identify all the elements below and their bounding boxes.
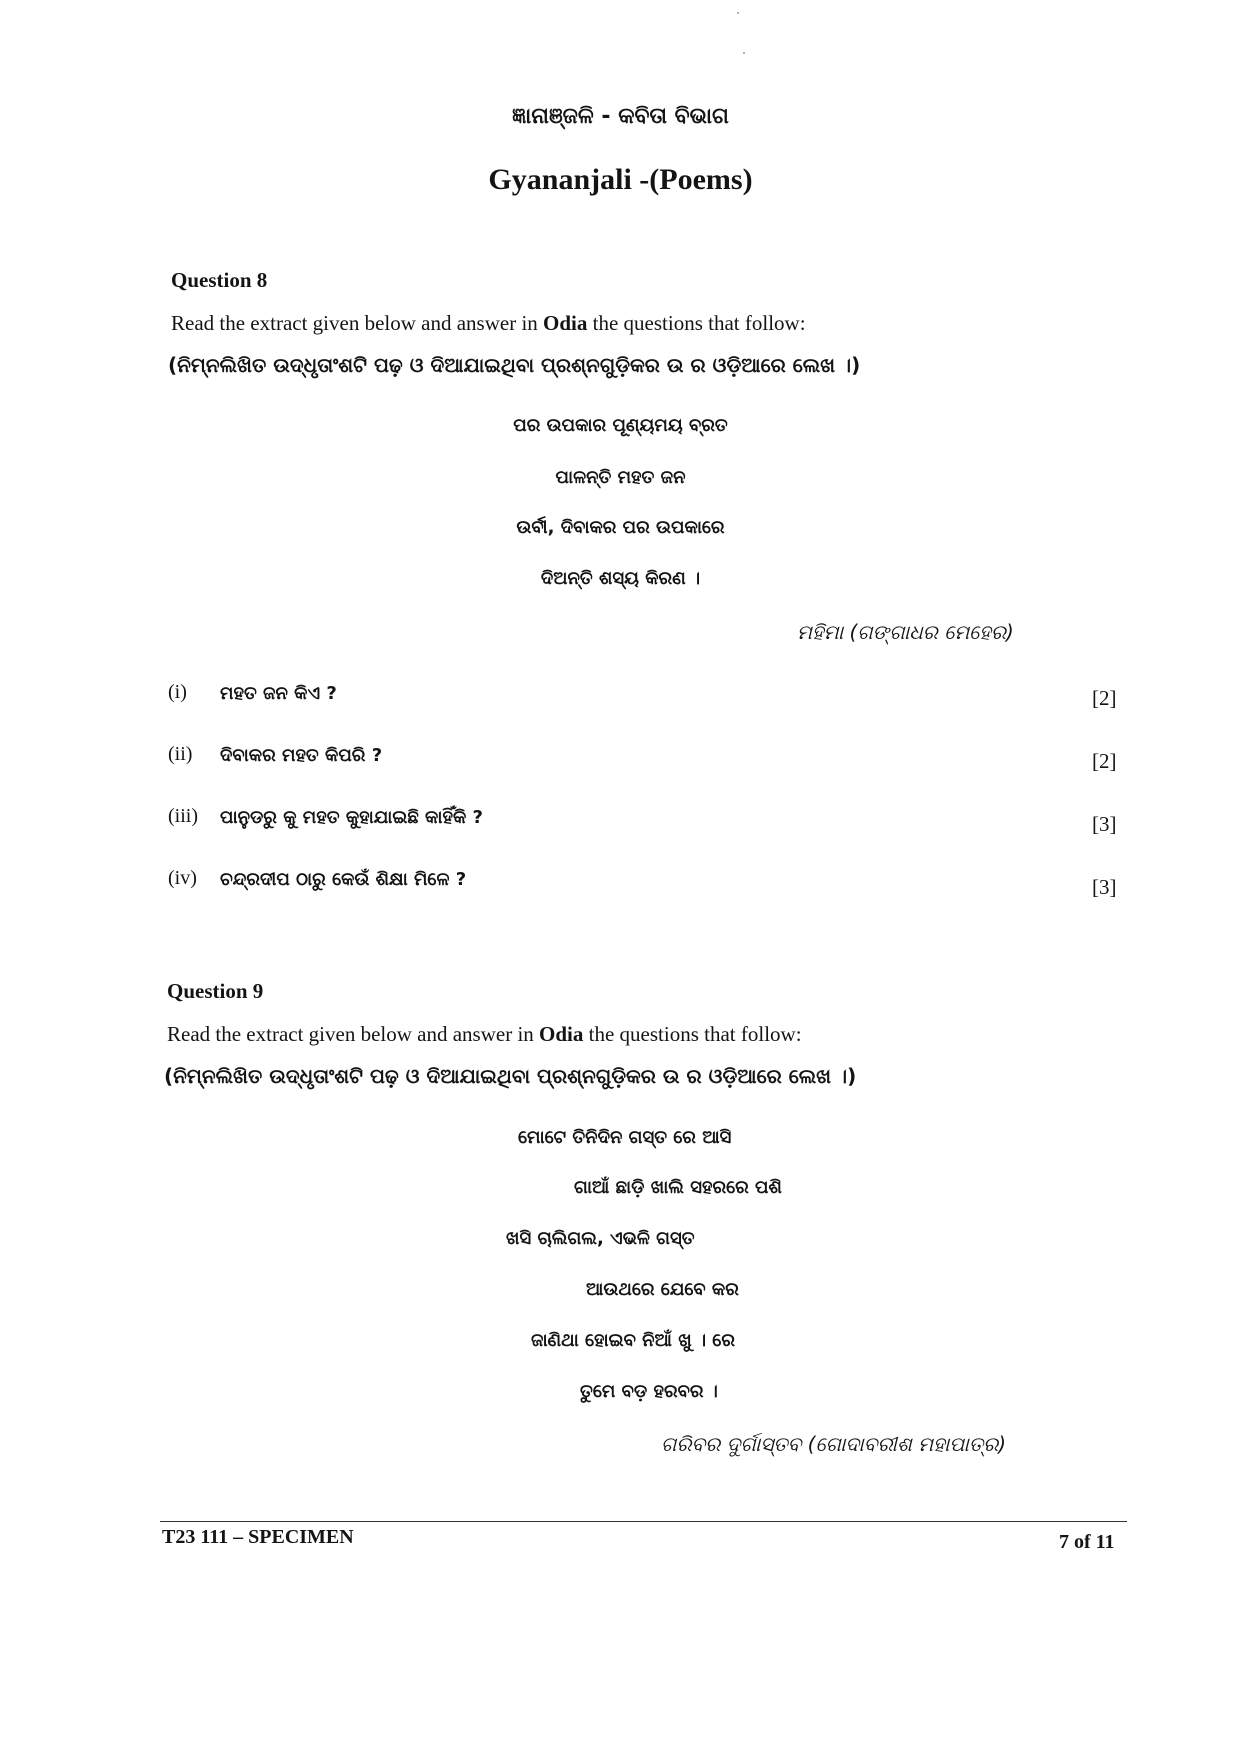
extract-credit: ଗରିବର ଦୁର୍ଗାସ୍ତବ (ଗୋଦାବରୀଶ ମହାପାତ୍ର) bbox=[661, 1432, 1007, 1456]
extract-line: ମୋଟେ ତିନିଦିନ ଗସ୍ତ ରେ ଆସି bbox=[518, 1127, 732, 1148]
instruction-language: Odia bbox=[539, 1022, 584, 1046]
extract-line: ଉର୍ବୀ, ଦିବାକର ପର ଉପକାରେ bbox=[516, 517, 725, 538]
extract-line: ପାଳନ୍ତି ମହତ ଜନ bbox=[555, 467, 686, 488]
extract-line: ଜାଣିଥା ହୋଇବ ନିଆଁ ଖୁ । ରେ bbox=[531, 1330, 735, 1351]
subquestion-text: ପାନୁଡରୁ କୁ ମହତ କୁହାଯାଇଛି କାହିଁକି ? bbox=[220, 807, 483, 828]
subquestion-marks: [3] bbox=[1092, 875, 1117, 899]
extract-line: ଖସି ଚାଲିଗଲ, ଏଭଳି ଗସ୍ତ bbox=[506, 1228, 695, 1249]
instruction-text: the questions that follow: bbox=[583, 1022, 802, 1046]
instruction-text: Read the extract given below and answer in bbox=[167, 1022, 540, 1046]
section-title-odia: ଜ୍ଞାନାଞ୍ଜଳି - କବିତା ବିଭାଗ bbox=[512, 104, 729, 129]
section-title: Gyananjali -(Poems) bbox=[488, 163, 753, 196]
extract-line: ପର ଉପକାର ପୂଣ୍ୟମୟ ବ୍ରତ bbox=[513, 415, 728, 436]
extract-line: ଆଉଥରେ ଯେବେ କର bbox=[586, 1279, 739, 1300]
subquestion-number: (iii) bbox=[168, 805, 198, 827]
question-9-instruction-odia: (ନିମ୍ନଲିଖିତ ଉଦ୍ଧୃତାଂଶଟି ପଢ଼ ଓ ଦିଆଯାଇଥିବା ପ୍ରଶ୍ନଗୁଡ଼ିକର ଉ ର ଓଡ଼ିଆରେ ଲେଖ ।) bbox=[164, 1064, 857, 1088]
extract-credit: ମହିମା (ଗଙ୍ଗାଧର ମେହେର) bbox=[797, 620, 1014, 644]
question-9-instruction bbox=[167, 1022, 802, 1047]
instruction-text: the questions that follow: bbox=[587, 311, 806, 335]
instruction-text: Read the extract given below and answer in bbox=[171, 311, 544, 335]
subquestion-marks: [3] bbox=[1092, 812, 1117, 836]
question-9-title: Question 9 bbox=[167, 979, 264, 1003]
subquestion-marks: [2] bbox=[1092, 749, 1117, 773]
subquestion-text: ଚନ୍ଦ୍ରଦୀପ ଠାରୁ କେଉଁ ଶିକ୍ଷା ମିଳେ ? bbox=[220, 869, 467, 890]
subquestion-text: ମହତ ଜନ କିଏ ? bbox=[220, 683, 337, 704]
subquestion-number: (iv) bbox=[168, 867, 197, 889]
footer-rule bbox=[160, 1521, 1127, 1522]
question-8-instruction bbox=[171, 311, 806, 336]
extract-line: ତୁମେ ବଡ଼ ହରବର । bbox=[580, 1381, 718, 1402]
extract-line: ଦିଅନ୍ତି ଶସ୍ୟ କିରଣ । bbox=[540, 568, 701, 589]
subquestion-number: (ii) bbox=[168, 743, 193, 765]
paper-code: T23 111 – SPECIMEN bbox=[162, 1526, 354, 1548]
question-8-instruction-odia: (ନିମ୍ନଲିଖିତ ଉଦ୍ଧୃତାଂଶଟି ପଢ଼ ଓ ଦିଆଯାଇଥିବା ପ୍ରଶ୍ନଗୁଡ଼ିକର ଉ ର ଓଡ଼ିଆରେ ଲେଖ ।) bbox=[168, 353, 861, 377]
subquestion-marks: [2] bbox=[1092, 686, 1117, 710]
page-number: 7 of 11 bbox=[1059, 1531, 1115, 1553]
subquestion-text: ଦିବାକର ମହତ କିପରି ? bbox=[220, 745, 383, 766]
scan-speck bbox=[743, 52, 745, 54]
question-8-title: Question 8 bbox=[171, 268, 268, 292]
instruction-language: Odia bbox=[543, 311, 588, 335]
subquestion-number: (i) bbox=[168, 681, 187, 703]
scan-speck bbox=[737, 12, 739, 14]
extract-line: ଗାଆଁ ଛାଡ଼ି ଖାଲି ସହରରେ ପଶି bbox=[574, 1177, 782, 1198]
